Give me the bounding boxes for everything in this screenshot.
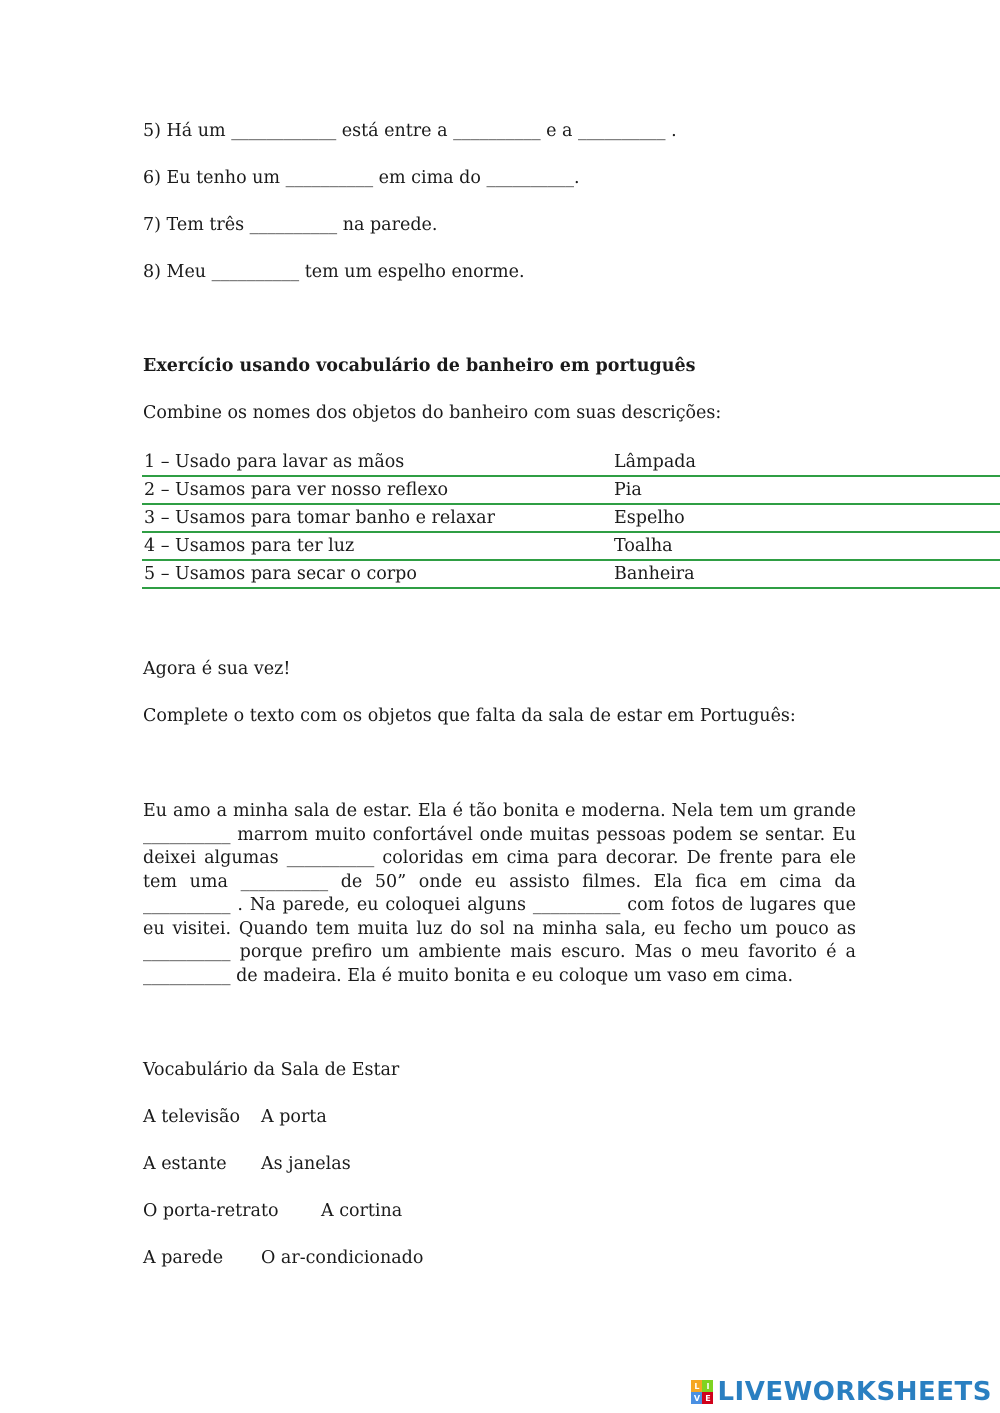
object-cell[interactable]: Pia bbox=[614, 480, 642, 500]
table-row bbox=[142, 449, 1000, 477]
logo-mark-letter: E bbox=[702, 1392, 713, 1404]
vocabulary-row bbox=[143, 1200, 402, 1222]
your-turn-instruction: Complete o texto com os objetos que falta da sala de estar em Português: bbox=[143, 706, 796, 726]
vocabulary-word: A estante bbox=[143, 1154, 227, 1174]
bathroom-heading: Exercício usando vocabulário de banheiro em português bbox=[143, 356, 696, 376]
table-row bbox=[142, 561, 1000, 589]
logo-mark-icon bbox=[691, 1380, 713, 1404]
description-cell: 1 – Usado para lavar as mãos bbox=[144, 452, 405, 472]
vocabulary-title: Vocabulário da Sala de Estar bbox=[143, 1060, 400, 1080]
description-cell: 2 – Usamos para ver nosso reflexo bbox=[144, 480, 449, 500]
description-cell: 5 – Usamos para secar o corpo bbox=[144, 564, 417, 584]
description-cell: 4 – Usamos para ter luz bbox=[144, 536, 355, 556]
question-5: 5) Há um ____________ está entre a __________ e a __________ . bbox=[143, 121, 677, 141]
logo-mark-letter: I bbox=[702, 1380, 713, 1392]
vocabulary-word: O ar-condicionado bbox=[261, 1248, 424, 1268]
vocabulary-word: As janelas bbox=[261, 1154, 351, 1174]
vocabulary-word: A cortina bbox=[321, 1201, 403, 1221]
vocabulary-row bbox=[143, 1153, 351, 1175]
question-6: 6) Eu tenho um __________ em cima do __________. bbox=[143, 168, 580, 188]
matching-table bbox=[142, 449, 1000, 589]
your-turn-title: Agora é sua vez! bbox=[143, 659, 291, 679]
vocabulary-row bbox=[143, 1247, 423, 1269]
vocabulary-word: A parede bbox=[143, 1248, 224, 1268]
description-cell: 3 – Usamos para tomar banho e relaxar bbox=[144, 508, 495, 528]
vocabulary-row bbox=[143, 1106, 327, 1128]
logo-mark-letter: V bbox=[691, 1392, 702, 1404]
liveworksheets-logo bbox=[691, 1377, 992, 1407]
vocabulary-word: A televisão bbox=[143, 1107, 240, 1127]
logo-text: LIVEWORKSHEETS bbox=[717, 1377, 992, 1407]
logo-mark-letter: L bbox=[691, 1380, 702, 1392]
vocabulary-word: O porta-retrato bbox=[143, 1201, 279, 1221]
question-7: 7) Tem três __________ na parede. bbox=[143, 215, 438, 235]
table-row bbox=[142, 505, 1000, 533]
vocabulary-word: A porta bbox=[261, 1107, 327, 1127]
object-cell[interactable]: Espelho bbox=[614, 508, 685, 528]
object-cell[interactable]: Lâmpada bbox=[614, 452, 696, 472]
object-cell[interactable]: Banheira bbox=[614, 564, 695, 584]
fill-in-paragraph: Eu amo a minha sala de estar. Ela é tão bonita e moderna. Nela tem um grande __________ marrom muito confortável onde muitas pessoas podem se sentar. Eu deixei algumas __________ coloridas em cima para decorar. De frente para ele tem uma __________ de 50” onde eu assisto filmes. Ela fica em cima da __________ . Na parede, eu coloquei alguns __________ com fotos de lugares que eu visitei. Quando tem muita luz do sol na minha sala, eu fecho um pouco as __________ porque prefiro um ambiente mais escuro. Mas o meu favorito é a __________ de madeira. Ela é muito bonita e eu coloque um vaso em cima. bbox=[143, 801, 856, 986]
question-8: 8) Meu __________ tem um espelho enorme. bbox=[143, 262, 525, 282]
table-row bbox=[142, 533, 1000, 561]
object-cell[interactable]: Toalha bbox=[614, 536, 673, 556]
bathroom-instruction: Combine os nomes dos objetos do banheiro com suas descrições: bbox=[143, 403, 722, 423]
table-row bbox=[142, 477, 1000, 505]
